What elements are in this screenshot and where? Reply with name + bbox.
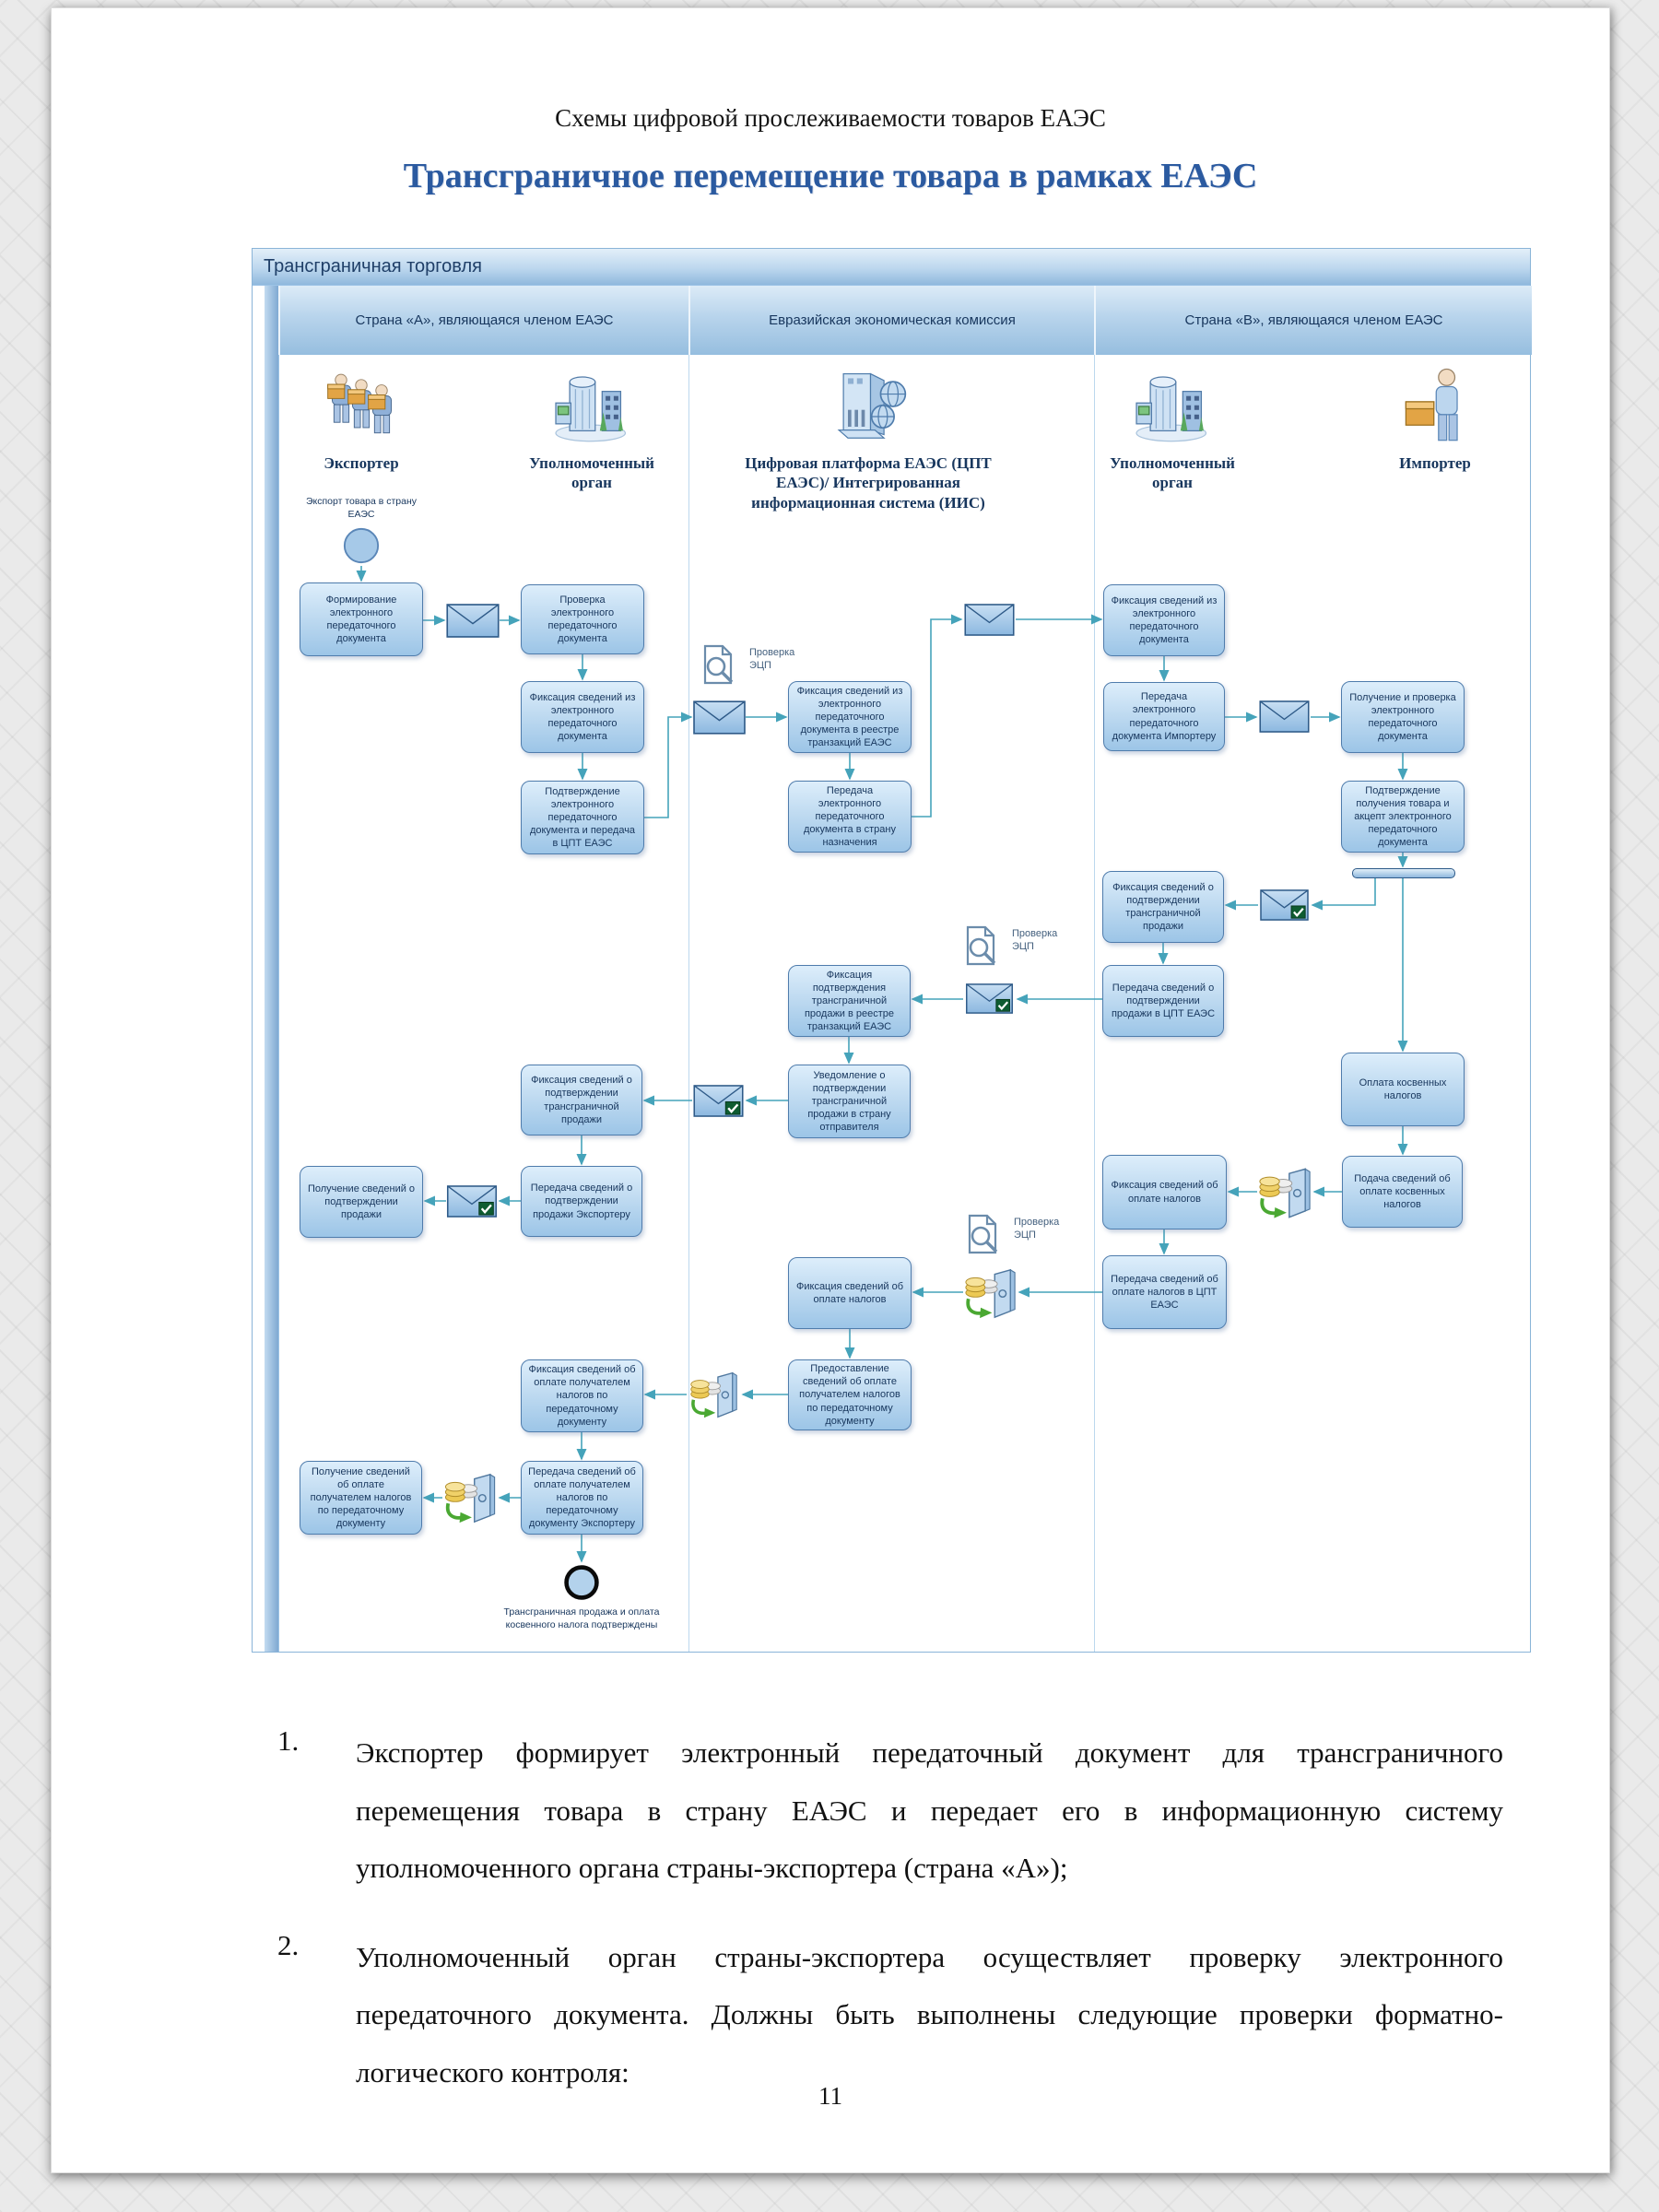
esign-verify-icon xyxy=(962,1214,1005,1256)
list-text: Экспортер формирует электронный передаточный документ для трансграничного перемещения товара в страну ЕАЭС и передает его в информационную систему уполномоченного органа страны-экспортера (страна «А»); xyxy=(356,1736,1503,1885)
flow-box-b24: Фиксация сведений об оплате получателем налогов по передаточному документу xyxy=(521,1359,643,1432)
end-event-label: Трансграничная продажа и оплата косвенного налога подтверждены xyxy=(503,1606,660,1630)
esign-verify-icon xyxy=(698,644,740,687)
flow-box-b4: Подтверждение электронного передаточного документа и передача в ЦПТ ЕАЭС xyxy=(521,781,644,854)
flow-box-b6: Передача электронного передаточного документа в страну назначения xyxy=(788,781,912,853)
envelope-check-icon xyxy=(692,1085,745,1117)
envelope-icon xyxy=(446,604,500,638)
flow-box-b17: Фиксация подтверждения трансграничной продажи в реестре транзакций ЕАЭС xyxy=(788,965,911,1037)
envelope-check-icon xyxy=(963,983,1016,1014)
envelope-icon xyxy=(693,700,746,735)
flow-box-b10: Подтверждение получения товара и акцепт электронного передаточного документа xyxy=(1341,781,1465,853)
pool-title: Трансграничная торговля xyxy=(253,249,1530,286)
lane-header-eec: Евразийская экономическая комиссия xyxy=(688,286,1094,355)
esign-verify-label: Проверка ЭЦП xyxy=(1012,928,1058,952)
flow-box-b16: Передача сведений об оплате налогов в ЦПТ ЕАЭС xyxy=(1102,1255,1227,1329)
flow-box-b11: Фиксация сведений о подтверждении трансграничной продажи xyxy=(1102,871,1224,943)
tax-payment-icon xyxy=(442,1472,498,1524)
envelope-check-icon xyxy=(446,1185,498,1218)
flow-box-b19: Фиксация сведений о подтверждении трансграничной продажи xyxy=(521,1065,642,1135)
flow-box-b18: Уведомление о подтверждении трансграничной продажи в страну отправителя xyxy=(788,1065,911,1138)
flow-box-b3: Фиксация сведений из электронного передаточного документа xyxy=(521,681,644,753)
envelope-icon xyxy=(963,604,1016,636)
actor-label-authority-b: Уполномоченный орган xyxy=(1110,454,1235,492)
list-item xyxy=(277,1929,1503,2102)
flow-box-b12: Передача сведений о подтверждении продажи в ЦПТ ЕАЭС xyxy=(1102,965,1224,1037)
flow-box-b15: Фиксация сведений об оплате налогов xyxy=(1102,1155,1227,1230)
start-event-label: Экспорт товара в страну ЕАЭС xyxy=(305,496,418,520)
envelope-check-icon xyxy=(1258,889,1311,921)
flow-box-b26: Получение сведений об оплате получателем налогов по передаточному документу xyxy=(300,1461,422,1535)
tax-payment-icon xyxy=(963,1267,1018,1320)
flow-box-b21: Получение сведений о подтверждении продажи xyxy=(300,1166,423,1238)
envelope-icon xyxy=(1258,700,1311,733)
end-event xyxy=(562,1563,601,1602)
flow-box-b9: Получение и проверка электронного передаточного документа xyxy=(1341,681,1465,753)
actor-importer-icon xyxy=(1394,367,1476,446)
lane-header-country-a: Страна «А», являющаяся членом ЕАЭС xyxy=(278,286,688,355)
tax-payment-icon xyxy=(687,1371,741,1419)
document-page xyxy=(51,7,1610,2173)
list-number: 1. xyxy=(277,1724,300,1757)
start-event xyxy=(342,526,381,565)
numbered-list xyxy=(277,1724,1503,2134)
page-title: Трансграничное перемещение товара в рамках ЕАЭС xyxy=(403,157,1258,195)
flow-box-b23: Предоставление сведений об оплате получателем налогов по передаточному документу xyxy=(788,1359,912,1430)
page-number: 11 xyxy=(818,2082,842,2110)
flow-box-b25: Передача сведений об оплате получателем налогов по передаточному документу Экспортеру xyxy=(521,1461,643,1535)
flow-box-b14: Подача сведений об оплате косвенных налогов xyxy=(1342,1156,1463,1228)
bpmn-diagram xyxy=(252,248,1531,1653)
list-number: 2. xyxy=(277,1928,300,1961)
list-item xyxy=(277,1724,1503,1898)
esign-verify-label: Проверка ЭЦП xyxy=(749,647,795,671)
lane-header-country-b: Страна «В», являющаяся членом ЕАЭС xyxy=(1094,286,1532,355)
actor-label-importer: Импортер xyxy=(1399,454,1471,472)
esign-verify-icon xyxy=(960,925,1003,968)
actor-label-platform: Цифровая платформа ЕАЭС (ЦПТ ЕАЭС)/ Интегрированная информационная система (ИИС) xyxy=(745,454,992,512)
flow-box-b7: Фиксация сведений из электронного передаточного документа xyxy=(1103,584,1225,656)
tax-payment-icon xyxy=(1257,1165,1312,1221)
actor-authority-a-icon xyxy=(551,367,632,446)
actor-authority-b-icon xyxy=(1132,367,1213,446)
esign-verify-label: Проверка ЭЦП xyxy=(1014,1217,1060,1241)
list-text: Уполномоченный орган страны-экспортера осуществляет проверку электронного передаточного документа. Должны быть выполнены следующие проверки форматно-логического контроля: xyxy=(356,1940,1503,2089)
actor-label-exporter: Экспортер xyxy=(324,454,399,472)
actor-label-authority-a: Уполномоченный орган xyxy=(529,454,654,492)
flow-box-b1: Формирование электронного передаточного документа xyxy=(300,582,423,656)
fork-bar xyxy=(1352,868,1455,878)
actor-exporter-icon xyxy=(321,367,402,446)
actor-platform-icon xyxy=(828,367,909,446)
document-header: Схемы цифровой прослеживаемости товаров ЕАЭС xyxy=(555,104,1106,132)
flow-box-b8: Передача электронного передаточного документа Импортеру xyxy=(1103,682,1225,751)
flow-box-b20: Передача сведений о подтверждении продажи Экспортеру xyxy=(521,1166,642,1237)
flow-box-b22: Фиксация сведений об оплате налогов xyxy=(788,1257,912,1329)
flow-box-b2: Проверка электронного передаточного документа xyxy=(521,584,644,654)
flow-box-b5: Фиксация сведений из электронного передаточного документа в реестре транзакций ЕАЭС xyxy=(788,681,912,753)
flow-box-b13: Оплата косвенных налогов xyxy=(1341,1053,1465,1126)
